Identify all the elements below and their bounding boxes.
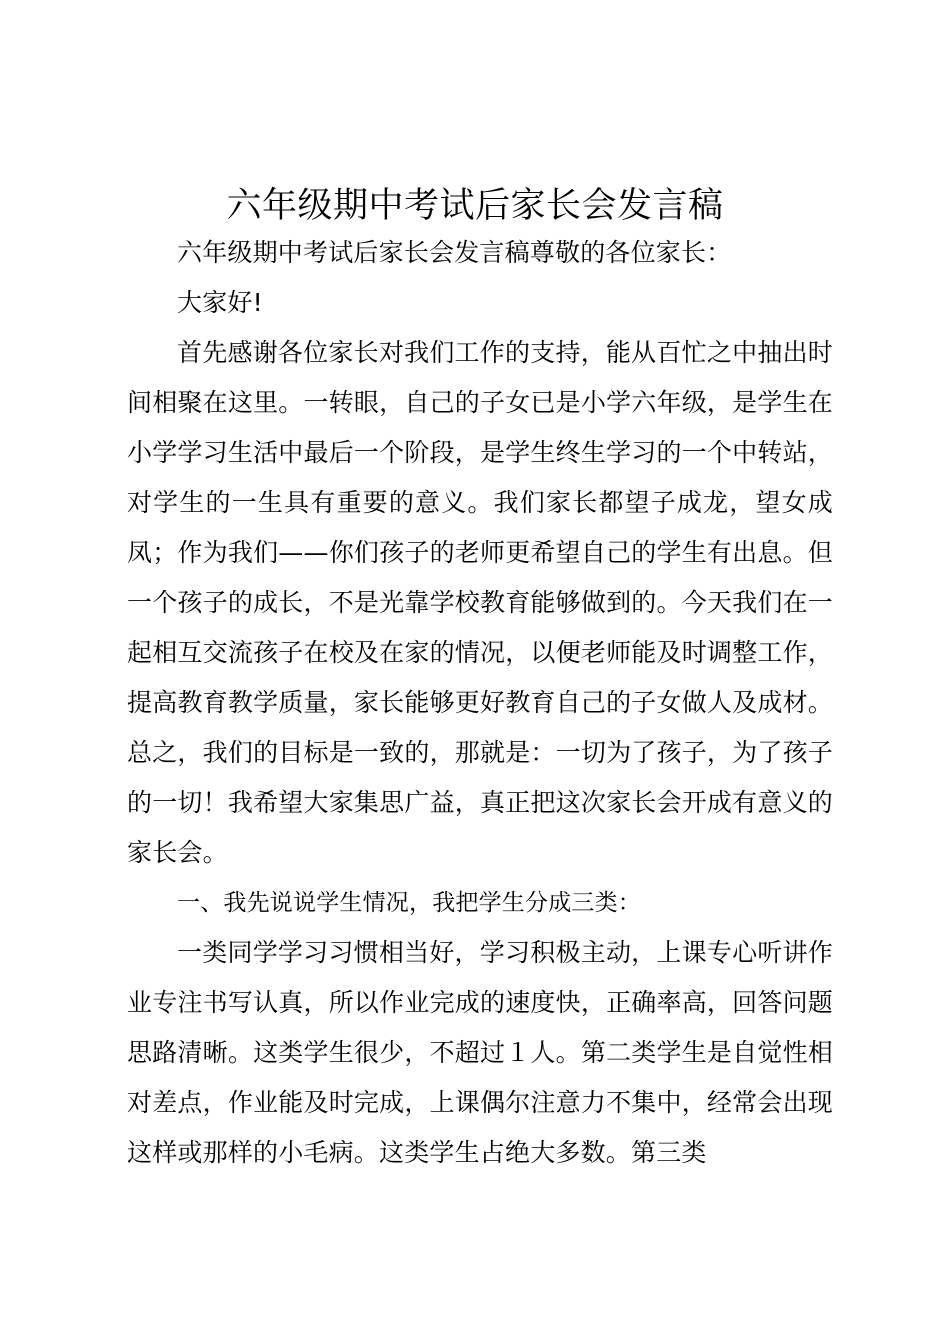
intro-paragraph: 首先感谢各位家长对我们工作的支持，能从百忙之中抽出时间相聚在这里。一转眼，自己的子女已是小学六年级，是学生在小学学习生活中最后一个阶段，是学生终生学习的一个中转站，对学生的一生具有重要的意义。我们家长都望子成龙，望女成凤；作为我们——你们孩子的老师更希望自己的学生有出息。但一个孩子的成长，不是光靠学校教育能够做到的。今天我们在一起相互交流孩子在校及在家的情况，以便老师能及时调整工作，提高教育教学质量，家长能够更好教育自己的子女做人及成材。总之，我们的目标是一致的，那就是：一切为了孩子，为了孩子的一切！我希望大家集思广益，真正把这次家长会开成有意义的家长会。 bbox=[127, 338, 833, 867]
section-heading-paragraph: 一、我先说说学生情况，我把学生分成三类： bbox=[177, 890, 641, 916]
student-types-paragraph: 一类同学学习习惯相当好，学习积极主动，上课专心听讲作业专注书写认真，所以作业完成的速度快，正确率高，回答问题思路清晰。这类学生很少，不超过１人。第二类学生是自觉性相对差点，作业能及时完成，上课偶尔注意力不集中，经常会出现这样或那样的小毛病。这类学生占绝大多数。第三类 bbox=[127, 938, 833, 1167]
salutation-paragraph: 六年级期中考试后家长会发言稿尊敬的各位家长： bbox=[177, 238, 732, 267]
greeting-paragraph: 大家好! bbox=[177, 288, 263, 317]
document-title: 六年级期中考试后家长会发言稿 bbox=[226, 186, 724, 226]
document-body bbox=[127, 228, 833, 1178]
